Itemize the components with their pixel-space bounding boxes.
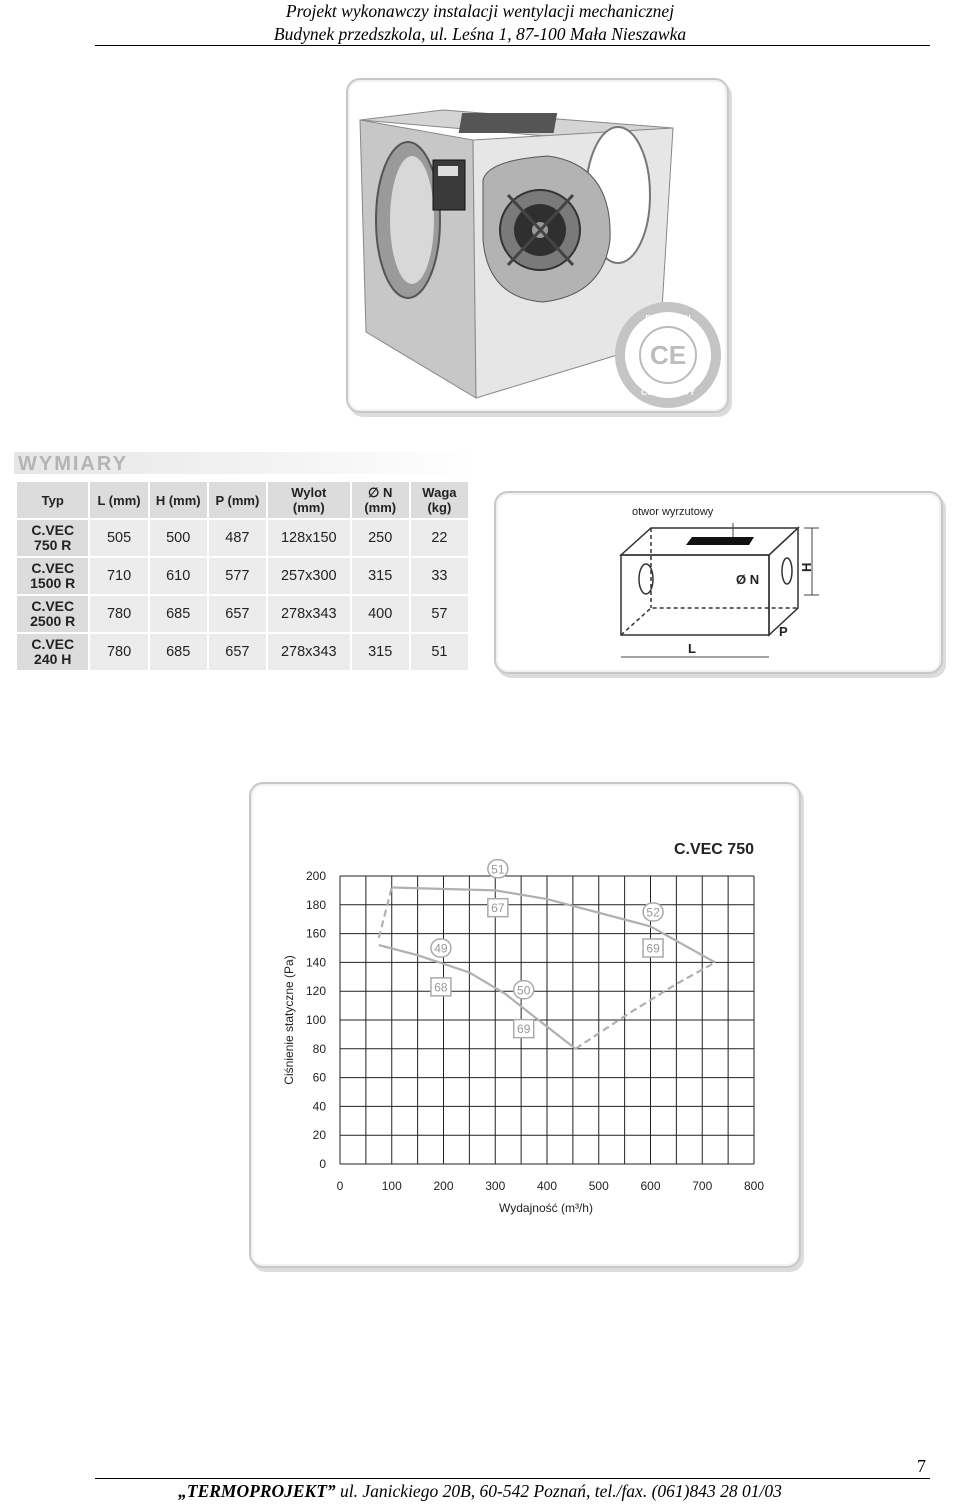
model-cell: C.VEC 240 H [16,633,89,671]
table-cell: 657 [208,595,267,633]
header-rule [95,45,930,46]
annotation-label [643,903,663,921]
table-cell: 610 [149,557,208,595]
svg-text:49: 49 [434,941,448,956]
annotation-label [514,981,534,999]
svg-text:69: 69 [517,1022,531,1037]
table-cell: 487 [208,519,267,557]
model-cell: C.VEC 1500 R [16,557,89,595]
table-cell: 278x343 [267,595,351,633]
chart-title: C.VEC 750 [673,841,754,858]
x-axis-label: Wydajność (m³/h) [499,1201,593,1215]
table-cell: 315 [351,557,410,595]
column-header: ∅ N (mm) [351,481,410,519]
table-row [16,633,469,671]
annotation-label [431,978,451,996]
chart-tick-labels [306,869,764,1193]
footer-rule [95,1478,930,1479]
ce-conformity-seal [620,307,716,403]
y-tick-label: 160 [305,926,326,941]
column-header: Typ [16,481,89,519]
table-cell: 657 [208,633,267,671]
y-tick-label: 100 [305,1013,326,1027]
length-label: L [688,641,696,656]
x-tick-label: 0 [336,1179,344,1193]
table-cell: 250 [351,519,410,557]
x-tick-label: 700 [692,1179,713,1193]
series-line [379,945,576,1049]
annotation-label [514,1020,534,1038]
table-cell: 780 [89,595,148,633]
table-cell: 400 [351,595,410,633]
svg-text:EUROPEAN: EUROPEAN [645,314,691,323]
table-cell: 685 [149,595,208,633]
table-cell: 128x150 [267,519,351,557]
svg-text:52: 52 [646,905,660,920]
column-header: Wylot (mm) [267,481,351,519]
annotation-label [431,939,451,957]
y-tick-label: 60 [312,1070,326,1085]
product-photo-card [346,78,729,413]
table-cell: 685 [149,633,208,671]
table-cell: 257x300 [267,557,351,595]
x-tick-label: 100 [381,1179,402,1193]
svg-text:51: 51 [491,862,505,877]
page-number: 7 [917,1456,926,1476]
x-tick-label: 800 [743,1179,765,1193]
table-cell: 500 [149,519,208,557]
company-name: „TERMOPROJEKT” [178,1481,336,1501]
company-address: ul. Janickiego 20B, 60-542 Poznań, tel./fax. (061)843 28 01/03 [335,1481,782,1501]
table-cell: 22 [410,519,469,557]
outlet-label: otwor wyrzutowy [632,506,714,518]
dimensions-table [15,480,470,672]
model-cell: C.VEC 2500 R [16,595,89,633]
height-label: H [799,562,814,572]
annotation-label [643,939,663,957]
table-cell: 33 [410,557,469,595]
page-footer [0,1481,960,1502]
header-project-line: Projekt wykonawczy instalacji wentylacji mechanicznej [285,1,675,21]
header-address-line: Budynek przedszkola, ul. Leśna 1, 87-100 Mała Nieszawka [273,24,687,44]
model-cell: C.VEC 750 R [16,519,89,557]
y-tick-label: 80 [312,1041,326,1056]
y-tick-label: 180 [305,897,326,912]
column-header: L (mm) [89,481,148,519]
x-tick-label: 400 [536,1179,558,1193]
table-header-row [16,481,469,519]
svg-text:67: 67 [491,901,505,916]
column-header: P (mm) [208,481,267,519]
depth-label: P [779,624,788,639]
table-row [16,595,469,633]
table-cell: 780 [89,633,148,671]
svg-text:69: 69 [646,941,660,956]
table-cell: 315 [351,633,410,671]
series-line [575,962,715,1048]
table-cell: 278x343 [267,633,351,671]
y-tick-label: 200 [305,869,326,883]
x-tick-label: 300 [485,1179,506,1193]
svg-text:CONFORMITY: CONFORMITY [641,388,695,397]
dimensions-heading: WYMIARY [14,452,479,474]
dimension-diagram-card [494,491,943,674]
table-cell: 51 [410,633,469,671]
y-axis-label: Ciśnienie statyczne (Pa) [282,955,296,1085]
y-tick-label: 0 [319,1157,326,1171]
y-tick-label: 140 [305,955,326,970]
page-header [0,0,960,46]
diameter-label: Ø N [736,572,760,587]
box-dimension-diagram [496,493,945,676]
column-header: Waga (kg) [410,481,469,519]
table-cell: 577 [208,557,267,595]
performance-chart [251,784,803,1270]
x-tick-label: 600 [640,1179,661,1193]
y-tick-label: 20 [312,1128,326,1143]
performance-chart-card [249,782,801,1268]
chart-grid [340,876,754,1164]
series-line [379,888,392,938]
y-tick-label: 120 [305,984,326,999]
table-cell: 57 [410,595,469,633]
svg-text:68: 68 [434,980,448,995]
table-row [16,519,469,557]
column-header: H (mm) [149,481,208,519]
x-tick-label: 200 [433,1179,454,1193]
annotation-label [488,899,508,917]
table-row [16,557,469,595]
y-tick-label: 40 [312,1099,326,1114]
annotation-label [488,860,508,878]
svg-text:CE: CE [649,340,687,370]
x-tick-label: 500 [588,1179,609,1193]
svg-text:50: 50 [517,983,531,998]
table-cell: 710 [89,557,148,595]
fan-unit-illustration [348,80,731,415]
table-cell: 505 [89,519,148,557]
